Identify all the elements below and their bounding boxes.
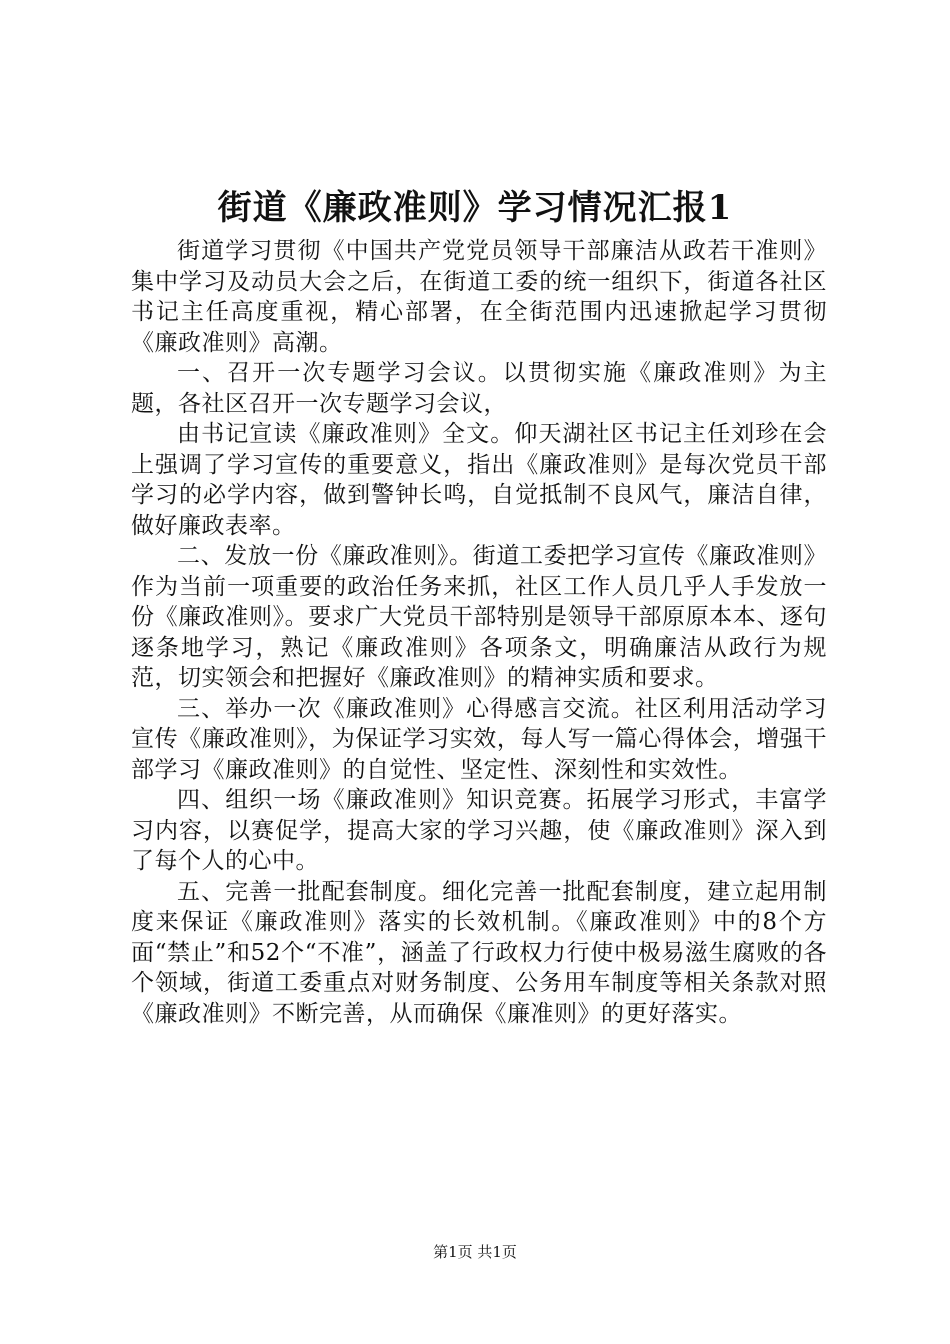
- document-title: 街道《廉政准则》学习情况汇报1: [217, 188, 733, 228]
- paragraph-item-1-cont: 由书记宣读《廉政准则》全文。仰天湖社区书记主任刘珍在会上强调了学习宣传的重要意义，指出《廉政准则》是每次党员干部学习的必学内容，做到警钟长鸣，自觉抵制不良风气，廉洁自律，做好廉政表率。: [131, 421, 827, 539]
- paragraph-item-4: 四、组织一场《廉政准则》知识竞赛。拓展学习形式，丰富学习内容，以赛促学，提高大家的学习兴趣，使《廉政准则》深入到了每个人的心中。: [131, 787, 827, 874]
- page-footer: 第1页 共1页: [433, 1243, 517, 1261]
- paragraph-intro: 街道学习贯彻《中国共产党党员领导干部廉洁从政若干准则》集中学习及动员大会之后，在街道工委的统一组织下，街道各社区书记主任高度重视，精心部署，在全街范围内迅速掀起学习贯彻《廉政准则》高潮。: [131, 238, 827, 356]
- paragraph-item-1: 一、召开一次专题学习会议。以贯彻实施《廉政准则》为主题，各社区召开一次专题学习会议，: [131, 360, 827, 417]
- paragraph-item-5: 五、完善一批配套制度。细化完善一批配套制度，建立起用制度来保证《廉政准则》落实的长效机制。《廉政准则》中的8个方面“禁止”和52个“不准”，涵盖了行政权力行使中极易滋生腐败的各个领域，街道工委重点对财务制度、公务用车制度等相关条款对照《廉政准则》不断完善，从而确保《廉准则》的更好落实。: [131, 878, 827, 1027]
- document-body: [131, 236, 827, 1029]
- paragraph-item-3: 三、举办一次《廉政准则》心得感言交流。社区利用活动学习宣传《廉政准则》，为保证学习实效，每人写一篇心得体会，增强干部学习《廉政准则》的自觉性、坚定性、深刻性和实效性。: [131, 695, 827, 783]
- paragraph-item-2: 二、发放一份《廉政准则》。街道工委把学习宣传《廉政准则》作为当前一项重要的政治任务来抓，社区工作人员几乎人手发放一份《廉政准则》。要求广大党员干部特别是领导干部原原本本、逐句逐条地学习，熟记《廉政准则》各项条文，明确廉洁从政行为规范，切实领会和把握好《廉政准则》的精神实质和要求。: [131, 543, 827, 691]
